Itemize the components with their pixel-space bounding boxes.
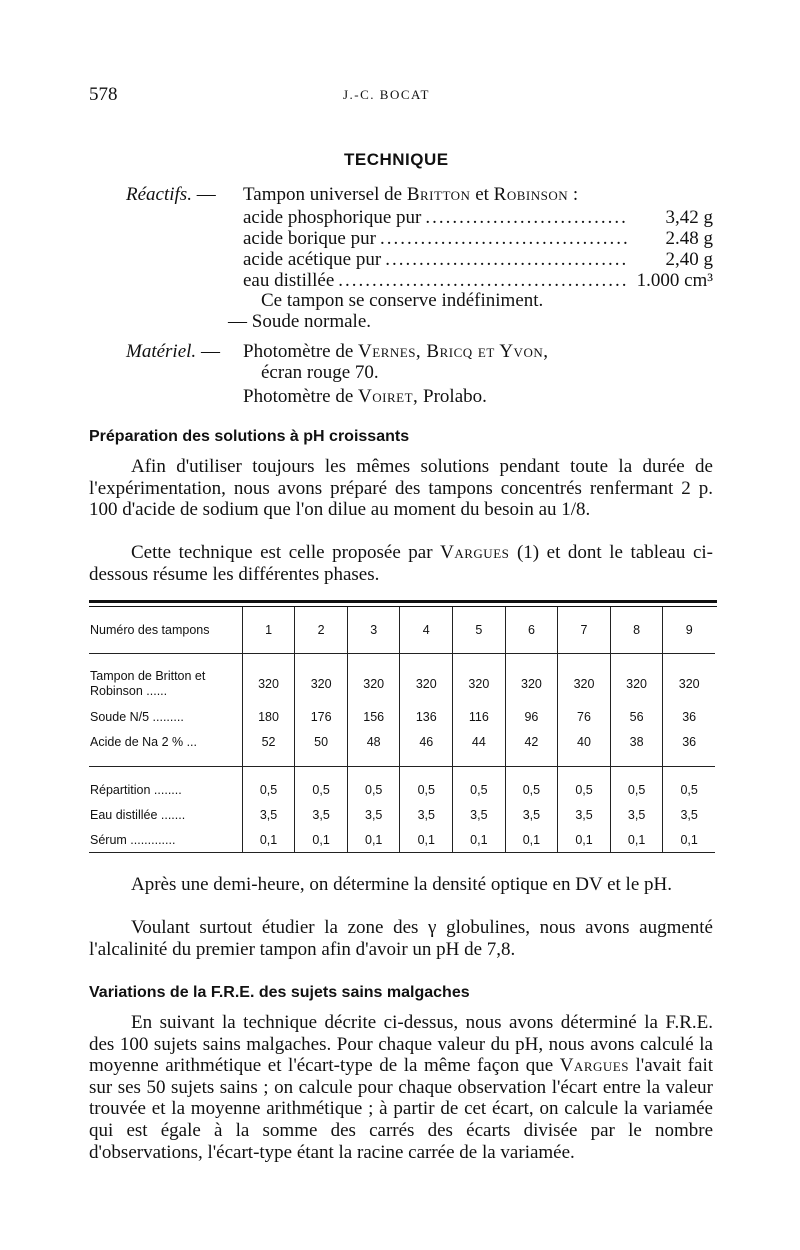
reactifs-dash: — <box>196 184 216 205</box>
column-header: 2 <box>295 607 348 654</box>
table-cell: 0,1 <box>453 827 506 853</box>
row-label: Acide de Na 2 % ... <box>90 734 198 749</box>
table-cell: 0,5 <box>453 777 506 802</box>
table-cell: 0,5 <box>400 777 453 802</box>
soude-line: — Soude normale. <box>228 311 372 332</box>
after-para1-text: Après une demi-heure, on détermine la densité optique en DV et le pH. <box>131 874 672 895</box>
table-cell: 0,5 <box>295 777 348 802</box>
table-cell: 116 <box>453 704 506 729</box>
table-cell: 180 <box>242 704 295 729</box>
after-paragraph-1 <box>89 874 713 896</box>
row-label: Soude N/5 ......... <box>90 709 184 724</box>
photometre-1-prefix: Photomètre de <box>243 341 354 362</box>
materiel-dash: — <box>200 341 220 362</box>
table-cell: 156 <box>347 704 400 729</box>
column-header: 9 <box>663 607 715 654</box>
table-cell: 3,5 <box>242 802 295 827</box>
table-row <box>89 802 715 827</box>
table-cell: 44 <box>453 729 506 754</box>
reagent-row <box>243 228 713 250</box>
table-cell: 3,5 <box>400 802 453 827</box>
variations-paragraph <box>89 1012 713 1163</box>
table-cell: 3,5 <box>505 802 558 827</box>
reagent-value: 3,42 g <box>665 207 713 228</box>
materiel-line <box>126 341 220 363</box>
row-label: Eau distillée ....... <box>90 807 186 822</box>
table-row <box>89 664 715 704</box>
column-header: 7 <box>558 607 611 654</box>
reagent-name: acide phosphorique pur <box>243 207 422 228</box>
row-label: Tampon de Britton et Robinson ...... <box>90 669 206 698</box>
materiel-label: Matériel. <box>126 341 197 362</box>
table-cell: 3,5 <box>558 802 611 827</box>
table-cell: 96 <box>505 704 558 729</box>
photometre-1 <box>243 341 548 363</box>
table-cell: 320 <box>400 664 453 704</box>
tampon-note: Ce tampon se conserve indéfiniment. <box>261 290 544 311</box>
reactifs-colon: : <box>572 184 579 205</box>
table-cell: 76 <box>558 704 611 729</box>
author-robinson: Robinson <box>493 184 569 205</box>
photometre-2-brand: Voiret, <box>358 386 419 407</box>
author-vargues: Vargues <box>440 542 510 563</box>
reagent-value: 2.48 g <box>665 228 713 249</box>
leader-dots <box>425 207 629 229</box>
reactifs-line <box>126 184 216 206</box>
table-cell: 0,5 <box>505 777 558 802</box>
header-label: Numéro des tampons <box>89 607 242 654</box>
table-cell: 52 <box>242 729 295 754</box>
prep-para2-after: (1) et dont le tableau ci-dessous résume les différentes phases. <box>89 542 713 585</box>
leader-dots <box>338 270 629 292</box>
row-label: Sérum ............. <box>89 827 242 853</box>
prep-heading: Préparation des solutions à pH croissants <box>89 428 410 445</box>
table-cell: 3,5 <box>347 802 400 827</box>
reagent-name: eau distillée <box>243 270 335 291</box>
table-cell: 0,1 <box>295 827 348 853</box>
column-header: 3 <box>347 607 400 654</box>
table-gap-row <box>89 767 715 778</box>
table-row <box>89 729 715 754</box>
table-cell: 3,5 <box>610 802 663 827</box>
column-header: 6 <box>505 607 558 654</box>
reactifs-intro-text: Tampon universel de <box>243 184 403 205</box>
table-row <box>89 704 715 729</box>
table-cell: 0,1 <box>558 827 611 853</box>
variations-para-after: l'avait fait sur ses 50 sujets sains ; on calcule pour chaque observation l'écart entre la valeur trouvée et la moyenne arithmétique ; à partir de cet écart, on calcule la variamée qui est égale à la somme des carrés des écarts divisée par le nombre d'observations, l'écart-type étant la racine carrée de la variamée. <box>89 1055 713 1163</box>
table-cell: 0,1 <box>400 827 453 853</box>
column-header: 4 <box>400 607 453 654</box>
variations-para-text <box>89 1012 713 1163</box>
table-cell: 56 <box>610 704 663 729</box>
variations-para-before: En suivant la technique décrite ci-dessus, nous avons déterminé la F.R.E. des 100 sujets sains malgaches. Pour chaque valeur du pH, nous avons calculé la moyenne arithmétique et l'écart-type de la même façon que <box>89 1012 713 1077</box>
row-label: Répartition ........ <box>90 782 182 797</box>
ecran-line: écran rouge 70. <box>261 362 379 383</box>
reactifs-and: et <box>475 184 489 205</box>
table-cell: 38 <box>610 729 663 754</box>
buffer-table <box>89 607 715 853</box>
reagent-row <box>243 270 713 292</box>
table-cell: 0,1 <box>347 827 400 853</box>
author-britton: Britton <box>406 184 471 205</box>
table-cell: 0,5 <box>663 777 715 802</box>
author-vargues-2: Vargues <box>559 1055 629 1077</box>
prep-paragraph-1 <box>89 456 713 521</box>
photometre-2-suffix: Prolabo. <box>423 386 487 407</box>
reagent-row <box>243 249 713 271</box>
photometre-1-brands: Vernes, Bricq et Yvon, <box>358 341 549 362</box>
table-row <box>89 827 715 853</box>
table-cell: 320 <box>453 664 506 704</box>
table-cell: 176 <box>295 704 348 729</box>
table-header-row <box>89 607 715 654</box>
table-cell: 0,1 <box>505 827 558 853</box>
leader-dots <box>380 228 629 250</box>
prep-para1-text: Afin d'utiliser toujours les mêmes solutions pendant toute la durée de l'expérimentation, nous avons préparé des tampons concentrés renfermant 2 p. 100 d'acide de sodium que l'on dilue au moment du besoin au 1/8. <box>89 456 713 521</box>
reactifs-intro <box>243 184 578 206</box>
table-cell: 42 <box>505 729 558 754</box>
table-cell: 320 <box>610 664 663 704</box>
reactifs-label: Réactifs. <box>126 184 192 205</box>
table-cell: 40 <box>558 729 611 754</box>
column-header: 8 <box>610 607 663 654</box>
table-cell: 3,5 <box>453 802 506 827</box>
photometre-2 <box>243 386 487 408</box>
reagent-name: acide borique pur <box>243 228 376 249</box>
table-cell: 0,1 <box>242 827 295 853</box>
reagent-value: 2,40 g <box>665 249 713 270</box>
table-cell: 0,5 <box>558 777 611 802</box>
table-cell: 320 <box>242 664 295 704</box>
table-cell: 0,5 <box>610 777 663 802</box>
table-cell: 320 <box>505 664 558 704</box>
reagent-row <box>243 207 713 229</box>
table-cell: 0,5 <box>347 777 400 802</box>
table-cell: 36 <box>663 729 715 754</box>
table-cell: 320 <box>558 664 611 704</box>
table-cell: 0,1 <box>610 827 663 853</box>
table-cell: 0,5 <box>242 777 295 802</box>
table-cell: 36 <box>663 704 715 729</box>
leader-dots <box>385 249 629 271</box>
page-number: 578 <box>89 84 118 105</box>
after-para2-text: Voulant surtout étudier la zone des γ globulines, nous avons augmenté l'alcalinité du premier tampon afin d'avoir un pH de 7,8. <box>89 917 713 960</box>
table-gap-row <box>89 654 715 665</box>
column-header: 5 <box>453 607 506 654</box>
table-cell: 46 <box>400 729 453 754</box>
table-cell: 320 <box>663 664 715 704</box>
prep-paragraph-2 <box>89 542 713 585</box>
column-header: 1 <box>242 607 295 654</box>
table-cell: 48 <box>347 729 400 754</box>
after-paragraph-2 <box>89 917 713 960</box>
prep-para2-before: Cette technique est celle proposée par <box>131 542 433 563</box>
variations-heading: Variations de la F.R.E. des sujets sains malgaches <box>89 984 470 1001</box>
table-cell: 320 <box>295 664 348 704</box>
reagent-name: acide acétique pur <box>243 249 382 270</box>
photometre-2-prefix: Photomètre de <box>243 386 354 407</box>
table-top-rule <box>89 600 717 603</box>
prep-para2-text <box>89 542 713 585</box>
table-cell: 320 <box>347 664 400 704</box>
reagent-value: 1.000 cm³ <box>636 270 713 291</box>
table-cell: 3,5 <box>295 802 348 827</box>
table-separator <box>89 754 715 767</box>
table-cell: 0,1 <box>663 827 715 853</box>
section-title: TECHNIQUE <box>344 150 449 169</box>
table-row <box>89 777 715 802</box>
table-cell: 136 <box>400 704 453 729</box>
table-cell: 3,5 <box>663 802 715 827</box>
running-title: J.-C. BOCAT <box>343 87 430 102</box>
table-cell: 50 <box>295 729 348 754</box>
